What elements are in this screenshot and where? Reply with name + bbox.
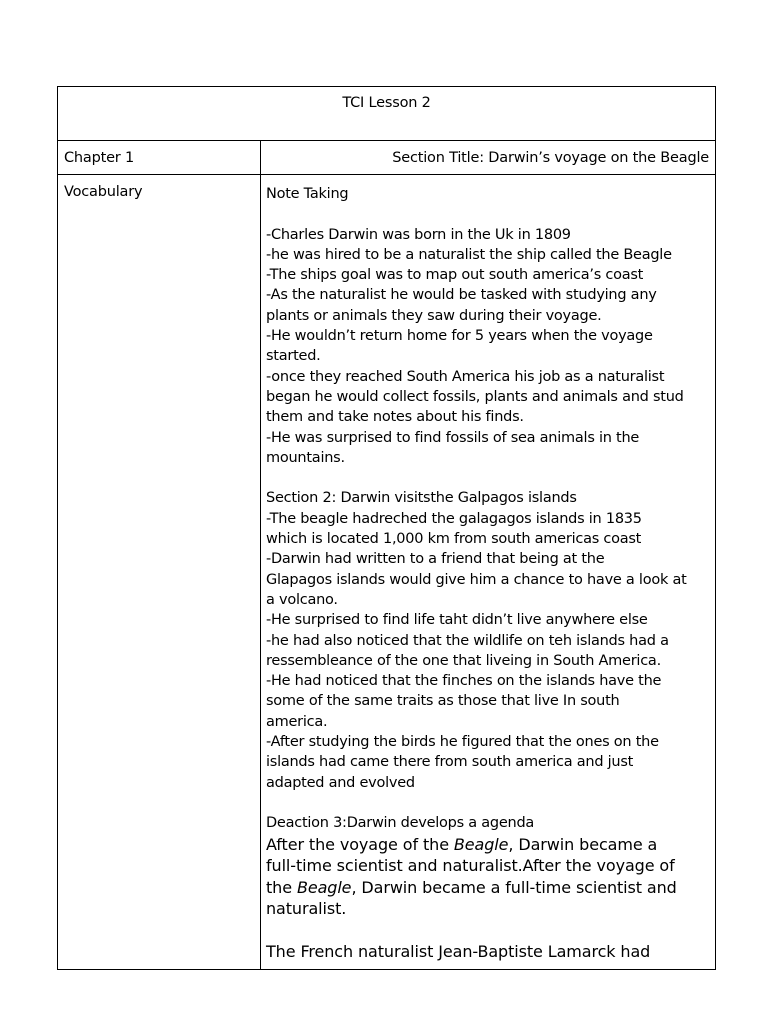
note-line: -The beagle hadreched the galagagos islands in 1835 xyxy=(266,510,642,527)
note-line: some of the same traits as those that live In south xyxy=(266,693,620,710)
section-title: Section Title: Darwin’s voyage on the Beagle xyxy=(392,150,709,166)
note-line: a volcano. xyxy=(266,591,338,608)
note-line: -After studying the birds he figured that the ones on the xyxy=(266,734,659,751)
pasted-text-line: the Beagle, Darwin became a full-time scientist and xyxy=(266,877,677,897)
note-line: islands had came there from south america and just xyxy=(266,754,634,771)
chapter-row xyxy=(58,141,715,175)
note-line: started. xyxy=(266,348,321,365)
note-line: which is located 1,000 km from south americas coast xyxy=(266,531,642,548)
note-line: Glapagos islands would give him a chance to have a look at xyxy=(266,571,687,588)
note-line: them and take notes about his finds. xyxy=(266,409,524,426)
note-line: ressembleance of the one that liveing in South America. xyxy=(266,652,661,669)
italic-ship-name: Beagle xyxy=(296,877,352,897)
note-line: -He surprised to find life taht didn’t live anywhere else xyxy=(266,612,648,629)
pasted-text-line: naturalist. xyxy=(266,899,347,919)
pasted-text-line: full-time scientist and naturalist.After the voyage of xyxy=(266,856,675,876)
lesson-title: TCI Lesson 2 xyxy=(342,95,431,111)
note-line: plants or animals they saw during their voyage. xyxy=(266,307,602,324)
notes-column xyxy=(266,184,712,963)
note-line: -Charles Darwin was born in the Uk in 1809 xyxy=(266,226,571,243)
title-row xyxy=(58,87,715,141)
notes-table xyxy=(57,86,716,970)
note-line: -he had also noticed that the wildlife on teh islands had a xyxy=(266,632,669,649)
note-line: adapted and evolved xyxy=(266,774,415,791)
note-line: -He was surprised to find fossils of sea animals in the xyxy=(266,429,640,446)
pasted-text-line: After the voyage of the Beagle, Darwin became a xyxy=(266,834,658,854)
note-line: -He had noticed that the finches on the islands have the xyxy=(266,673,662,690)
note-line: -He wouldn’t return home for 5 years when the voyage xyxy=(266,328,653,345)
note-line: mountains. xyxy=(266,449,345,466)
column-divider xyxy=(260,141,261,969)
note-line: -Darwin had written to a friend that being at the xyxy=(266,551,605,568)
note-line: america. xyxy=(266,713,328,730)
vocabulary-label: Vocabulary xyxy=(64,184,143,200)
note-line: -once they reached South America his job as a naturalist xyxy=(266,368,665,385)
note-line: -The ships goal was to map out south america’s coast xyxy=(266,267,644,284)
notes-heading: Note Taking xyxy=(266,186,349,202)
italic-ship-name: Beagle xyxy=(453,834,509,854)
section-3-heading: Deaction 3:Darwin develops a agenda xyxy=(266,815,535,832)
section-2-heading: Section 2: Darwin visitsthe Galpagos islands xyxy=(266,490,577,507)
note-line: -As the naturalist he would be tasked with studying any xyxy=(266,287,657,304)
final-line: The French naturalist Jean-Baptiste Lamarck had xyxy=(266,942,651,962)
chapter-label: Chapter 1 xyxy=(64,150,135,166)
note-line: began he would collect fossils, plants and animals and stud xyxy=(266,388,684,405)
note-line: -he was hired to be a naturalist the ship called the Beagle xyxy=(266,246,672,263)
